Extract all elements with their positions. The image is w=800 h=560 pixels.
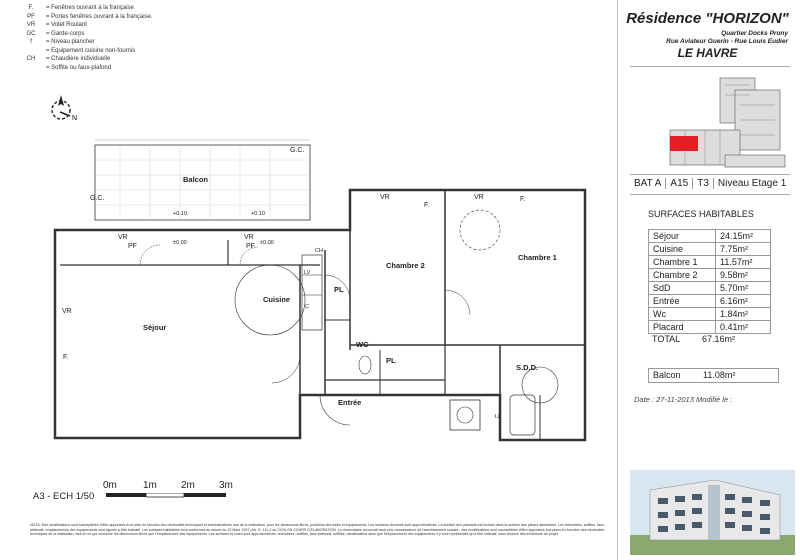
legend-value: = Soffite ou faux-plafond xyxy=(46,64,112,71)
room-label-balcon: Balcon xyxy=(183,175,209,184)
vr-label: VR xyxy=(474,194,484,201)
pf-label: PF xyxy=(246,243,255,250)
vr-label: VR xyxy=(380,194,390,201)
legend-key: PF xyxy=(27,13,35,20)
surface-row xyxy=(649,295,771,308)
site-plan-thumbnail xyxy=(665,70,790,170)
f-label: F. xyxy=(424,202,430,209)
type-label: T3 xyxy=(693,178,714,189)
level-label: Niveau Etage 1 xyxy=(717,178,787,189)
surface-room: Entrée xyxy=(649,295,716,308)
surfaces-table xyxy=(648,229,771,334)
legend-value: = Fenêtres ouvrant à la française xyxy=(46,5,134,11)
surface-room: SdD xyxy=(649,282,716,295)
gc-label: G.C. xyxy=(290,147,305,154)
legend-value: = Volet Roulant xyxy=(46,22,87,28)
residence-title: Résidence "HORIZON" xyxy=(626,10,789,27)
room-label-sejour: Séjour xyxy=(143,323,167,332)
room-label-cuisine: Cuisine xyxy=(263,295,291,304)
scale-label-2: 2m xyxy=(181,480,195,491)
residence-line1: Quartier Docks Prony xyxy=(721,30,788,37)
surface-room: Chambre 2 xyxy=(649,269,716,282)
surface-row xyxy=(649,269,771,282)
divider xyxy=(630,194,790,195)
surface-row xyxy=(649,308,771,321)
surface-area: 6.16m² xyxy=(716,295,771,308)
f-label: F. xyxy=(63,354,69,361)
legal-notes: NOTA: Des modifications sont susceptibles d'être apportées à ce plan en fonction des nécessités techniques et administratives lors de la réalisation, pour les dimensions libres, positions des baies et équipements. Les surfaces données sont approximatives. La surface des placards est incluse dans la surface des pièces attenantes. Les retombées, soffites, faux-plafonds, emplacements des équipements sont figurés à titre indicatif. Les surfaces habitables sont conformes au décret du 23 Mars 1997 (Art. R. 111-2 du CCH) EN COURS D'ELABORATION. Le réservataire reconnait avoir pris connaissance de l'avertissement suivant : des modifications sont susceptibles d'être apportées aux plans en fonction des nécessités techniques de la réalisation, tant en ce qui concerne les dimensions libres que l'emplacement des équipements. Les surfaces et cotes sont approximatives, retombées, soffites, faux plafonds, soffites, canalisations ainsi que l'emplacement des équipements n'y sont représentés qu'à titre indicatif, sous réserve des évolutions du projet. xyxy=(30,523,606,537)
ch-label: CH xyxy=(315,248,323,254)
surface-row xyxy=(649,243,771,256)
balcon-value: 11.08m² xyxy=(703,370,736,380)
legend-key: CH xyxy=(26,56,36,62)
pf-label: PF xyxy=(128,243,137,250)
divider xyxy=(630,174,790,175)
f-label: F. xyxy=(520,196,526,203)
room-label-sdd: S.D.D. xyxy=(516,363,539,372)
surface-room: Cuisine xyxy=(649,243,716,256)
lot-info-bar xyxy=(630,178,790,189)
c-label: C xyxy=(305,304,309,310)
legend-value: = Niveau plancher xyxy=(46,39,95,45)
room-label-wc: WC xyxy=(356,340,369,349)
legend-key: F. xyxy=(28,5,34,11)
legend-value: = Equipement cuisine non-fournis xyxy=(46,47,136,54)
room-label-chambre1: Chambre 1 xyxy=(518,253,557,262)
surface-room: Chambre 1 xyxy=(649,256,716,269)
residence-line2: Rue Aviateur Guerin - Rue Louis Eudier xyxy=(666,38,788,45)
building-render-image xyxy=(630,470,795,555)
balcon-box xyxy=(648,368,779,383)
gc-label: G.C. xyxy=(90,195,105,202)
level-label: ±0.00 xyxy=(173,240,187,246)
room-label-chambre2: Chambre 2 xyxy=(386,261,425,270)
surface-area: 9.58m² xyxy=(716,269,771,282)
legend-key: GC xyxy=(26,30,36,37)
lv-label: LV xyxy=(304,270,311,276)
legend-key: † xyxy=(29,39,33,45)
room-label-entree: Entrée xyxy=(338,398,362,407)
level-label: ±0.00 xyxy=(260,240,274,246)
surface-area: 1.84m² xyxy=(716,308,771,321)
surface-room: Wc xyxy=(649,308,716,321)
surface-area: 5.70m² xyxy=(716,282,771,295)
vr-label: VR xyxy=(118,234,128,241)
surface-row xyxy=(649,282,771,295)
panel-divider xyxy=(617,0,618,560)
vr-label: VR xyxy=(244,234,254,241)
legend-key: VR xyxy=(26,22,36,28)
scale-label-1: 1m xyxy=(143,480,157,491)
legend-value: = Garde-corps xyxy=(46,30,85,37)
surface-room: Placard xyxy=(649,321,716,334)
surface-row xyxy=(649,230,771,243)
total-label: TOTAL xyxy=(652,334,681,344)
surfaces-title: SURFACES HABITABLES xyxy=(648,209,754,219)
scale-bar xyxy=(106,493,231,499)
surface-row xyxy=(649,321,771,334)
legend-value: = Chaudière individuelle xyxy=(46,56,111,62)
svg-text:N: N xyxy=(72,115,78,122)
surface-room: Séjour xyxy=(649,230,716,243)
balcon-label: Balcon xyxy=(653,370,681,380)
date-line: Date : 27-11-2013 Modifié le : xyxy=(634,395,733,404)
scale-label-3: 3m xyxy=(219,480,233,491)
placard-label: PL xyxy=(386,356,396,365)
bat-label: BAT A xyxy=(630,178,666,189)
scale-ratio: A3 - ECH 1/50 xyxy=(33,491,95,502)
lot-label: A15 xyxy=(666,178,693,189)
total-value: 67.16m² xyxy=(702,334,736,344)
residence-city: LE HAVRE xyxy=(677,46,738,60)
scale-label-0: 0m xyxy=(103,480,117,491)
ll-label: LL xyxy=(495,414,502,420)
lot-highlight xyxy=(670,136,698,151)
level-label: +0.10 xyxy=(173,211,187,217)
vr-label: VR xyxy=(62,308,72,315)
surface-area: 24.15m² xyxy=(716,230,771,243)
placard-label: PL xyxy=(334,285,344,294)
surface-area: 0.41m² xyxy=(716,321,771,334)
level-label: +0.10 xyxy=(251,211,265,217)
surface-row xyxy=(649,256,771,269)
surface-area: 11.57m² xyxy=(716,256,771,269)
surface-area: 7.75m² xyxy=(716,243,771,256)
divider xyxy=(630,66,790,67)
legend-value: = Portes fenêtres ouvrant à la française. xyxy=(46,13,153,20)
